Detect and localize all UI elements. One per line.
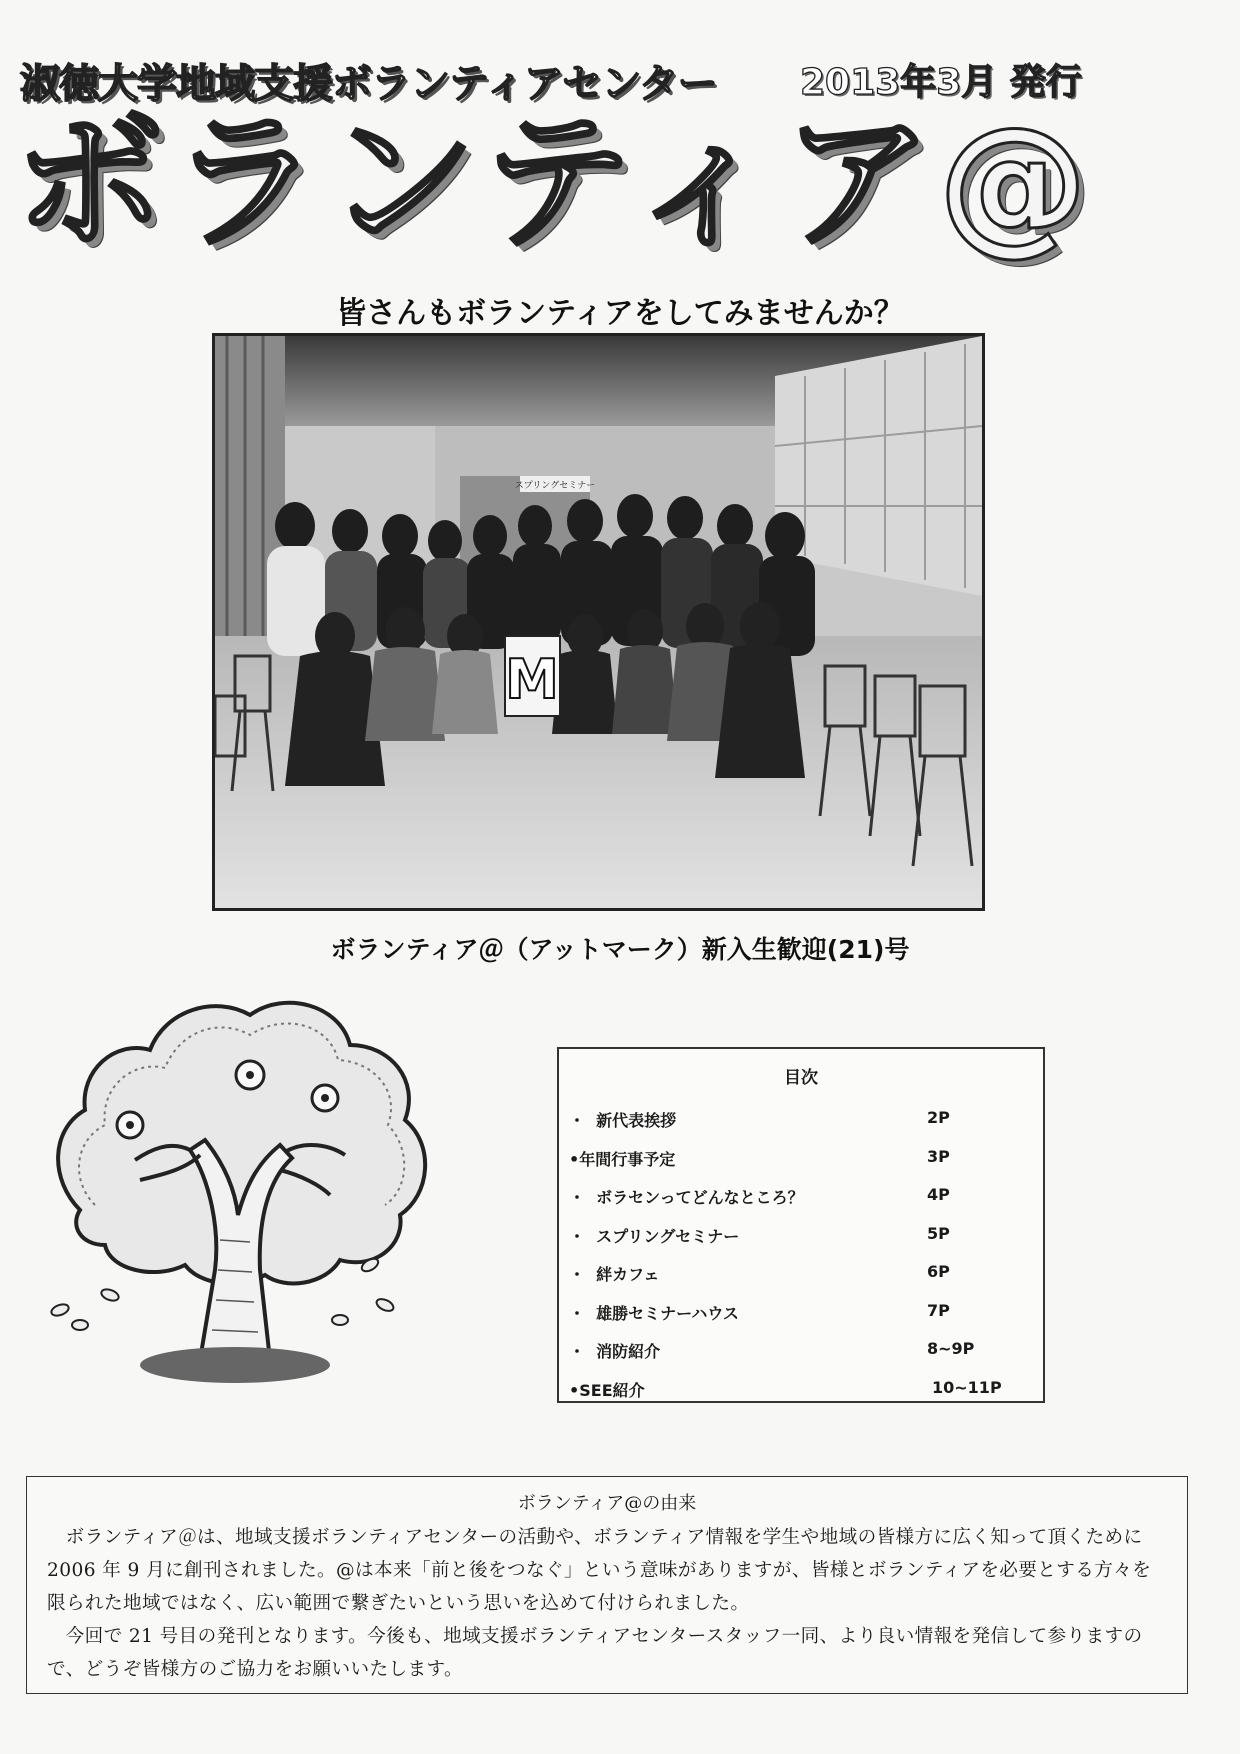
hall-sign: スプリングセミナー bbox=[514, 481, 596, 491]
toc-item-title: スプリングセミナー bbox=[596, 1226, 740, 1246]
toc-item bbox=[559, 1177, 1043, 1216]
toc-bullet: ・ bbox=[569, 1303, 586, 1323]
toc-item bbox=[559, 1293, 1043, 1332]
toc-item-title: ボラセンってどんなところ？ bbox=[596, 1188, 804, 1207]
toc-item-title: SEE紹介 bbox=[579, 1380, 645, 1400]
toc-bullet: • bbox=[569, 1149, 580, 1169]
toc-item-page: 10~11P bbox=[932, 1377, 1002, 1397]
toc-item-title: 絆カフェ bbox=[596, 1265, 660, 1284]
toc-item-page: 3P bbox=[927, 1146, 950, 1166]
cherry-tree-illustration bbox=[40, 980, 440, 1390]
toc-item-page: 2P bbox=[927, 1108, 950, 1127]
origin-paragraph: 今回で 21 号目の発刊となります。今後も、地域支援ボランティアセンタースタッフ一同、より良い情報を発信して参りますので、どうぞ皆様方のご協力をお願いいたします。 bbox=[47, 1626, 1143, 1680]
toc-list bbox=[559, 1100, 1043, 1408]
toc-item-title: 新代表挨拶 bbox=[596, 1111, 677, 1130]
photo-caption: ボランティア＠（アットマーク）新入生歓迎(21)号 bbox=[330, 935, 910, 964]
toc-item-page: 6P bbox=[927, 1262, 950, 1281]
origin-title: ボランティア@の由来 bbox=[517, 1493, 697, 1514]
toc-item-title: 雄勝セミナーハウス bbox=[596, 1303, 739, 1323]
toc-item-title: 年間行事予定 bbox=[579, 1149, 676, 1169]
table-of-contents bbox=[557, 1047, 1045, 1403]
toc-item-page: 7P bbox=[927, 1300, 950, 1320]
toc-item bbox=[559, 1254, 1043, 1293]
toc-item bbox=[559, 1216, 1043, 1255]
toc-item-page: 4P bbox=[927, 1185, 950, 1204]
origin-paragraph: ボランティア＠は、地域支援ボランティアセンターの活動や、ボランティア情報を学生や地域の皆様方に広く知って頂くために 2006 年 9 月に創刊されました。@は本来「前と後をつなぐ」という意味がありますが、皆様とボランティアを必要とする方々を限られた地域ではなく、広い範囲で繋ぎたいという思いを込めて付けられました。 bbox=[47, 1527, 1152, 1614]
organization-name: 淑徳大学地域支援ボランティアセンター bbox=[20, 61, 717, 107]
issue-date: 2013年3月 発行 bbox=[800, 62, 1082, 103]
toc-bullet: ・ bbox=[569, 1188, 586, 1207]
toc-bullet: • bbox=[569, 1380, 580, 1400]
toc-item-page: 8~9P bbox=[927, 1339, 975, 1358]
masthead-title: ボランティア@ bbox=[14, 96, 1095, 270]
toc-bullet: ・ bbox=[569, 1226, 586, 1246]
toc-item bbox=[559, 1370, 1043, 1409]
origin-box bbox=[26, 1476, 1188, 1694]
toc-bullet: ・ bbox=[569, 1111, 586, 1130]
toc-item bbox=[559, 1100, 1043, 1139]
toc-bullet: ・ bbox=[569, 1265, 586, 1284]
board-letter: M bbox=[505, 648, 559, 711]
toc-bullet: ・ bbox=[569, 1342, 586, 1361]
toc-title: 目次 bbox=[784, 1068, 818, 1088]
toc-item bbox=[559, 1331, 1043, 1370]
toc-item-page: 5P bbox=[927, 1223, 950, 1243]
toc-item bbox=[559, 1139, 1043, 1178]
group-photo bbox=[212, 333, 985, 911]
tagline: 皆さんもボランティアをしてみませんか？ bbox=[336, 296, 904, 331]
toc-item-title: 消防紹介 bbox=[596, 1342, 661, 1361]
